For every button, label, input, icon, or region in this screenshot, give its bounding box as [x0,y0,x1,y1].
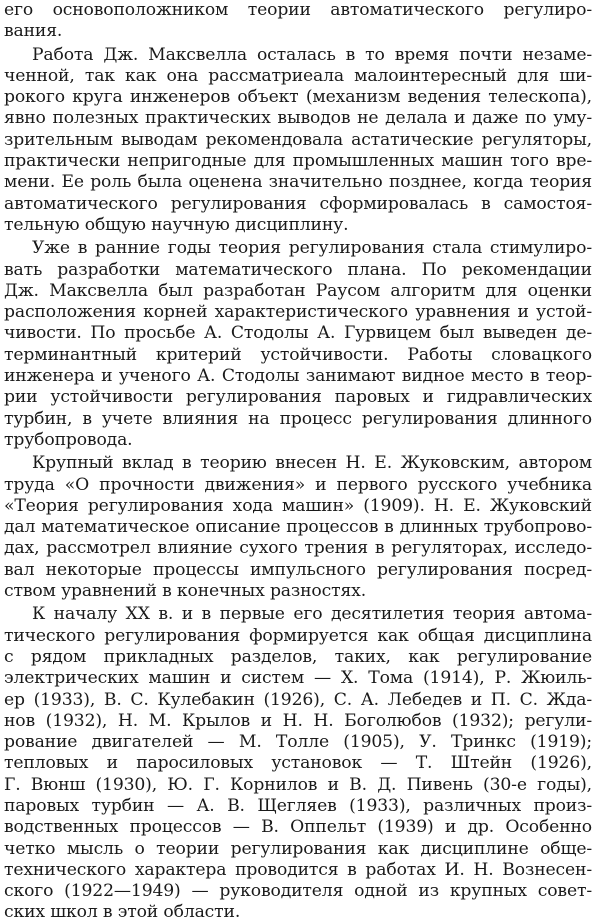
text-line: трубопровода. [4,429,133,450]
text-line: зрительным выводам рекомендовала астатические регуляторы, [4,129,592,150]
text-line: водственных процессов — В. Оппельт (1939) и др. Особенно [4,817,592,838]
text-line: Уже в ранние годы теория регулирования стала стимулиро- [32,238,592,259]
text-line: ством уравнений в конечных разностях. [4,581,367,602]
text-line: тического регулирования формируется как общая дисциплина [4,625,592,646]
text-line: дах, рассмотрел влияние сухого трения в регуляторах, исследо- [4,538,592,559]
text-line: инженера и ученого А. Стодолы занимают видное место в теор- [4,366,592,387]
text-line: тельную общую научную дисциплину. [4,214,349,235]
text-line: рование двигателей — М. Толле (1905), У. Тринкс (1919); [4,732,592,753]
text-line: мени. Ее роль была оценена значительно позднее, когда теория [4,172,592,193]
text-line: ченной, так как она рассматриеала малоинтересный для ши- [4,65,592,86]
text-line: рокого круга инженеров объект (механизм ведения телескопа), [4,87,592,108]
text-line: паровых турбин — А. В. Щегляев (1933), различных произ- [4,795,592,816]
paragraph-3 [4,238,592,451]
text-line: технического характера проводится в работах И. Н. Вознесен- [4,859,592,880]
paragraph-2 [4,45,592,237]
paragraph-4 [4,453,592,602]
text-line: автоматического регулирования сформировалась в самостоя- [4,193,592,214]
text-line: его основоположником теории автоматического регулиро- [4,0,592,20]
text-line: «Теория регулирования хода машин» (1909). Н. Е. Жуковский [4,495,592,516]
text-line: тепловых и паросиловых установок — Т. Штейн (1926), [4,753,592,774]
document-page [4,0,592,923]
text-line: ского (1922—1949) — руководителя одной из крупных совет- [4,881,592,902]
text-line: расположения корней характеристического уравнения и устой- [4,302,592,323]
text-line: практически непригодные для промышленных машин того вре- [4,151,592,172]
text-line: Дж. Максвелла был разработан Раусом алгоритм для оценки [4,280,592,301]
text-line: чивости. По просьбе А. Стодолы А. Гурвицем был выведен де- [4,323,592,344]
text-line: с рядом прикладных разделов, таких, как регулирование [4,646,592,667]
text-line: рии устойчивости регулирования паровых и гидравлических [4,387,592,408]
paragraph-1 [4,0,592,43]
text-line: К началу XX в. и в первые его десятилетия теория автома- [32,604,592,625]
text-line: явно полезных практических выводов не делала и даже по уму- [4,108,592,129]
text-line: терминантный критерий устойчивости. Работы словацкого [4,344,592,365]
text-line: Работа Дж. Максвелла осталась в то время почти незаме- [32,44,592,65]
text-line: труда «О прочности движения» и первого русского учебника [4,474,592,495]
text-line: турбин, в учете влияния на процесс регулирования длинного [4,408,592,429]
text-line: ских школ в этой области. [4,902,241,923]
text-line: вания. [4,21,63,42]
text-line: вал некоторые процессы импульсного регулирования посред- [4,559,592,580]
text-line: вать разработки математического плана. По рекомендации [4,259,592,280]
text-line: Крупный вклад в теорию внесен Н. Е. Жуковским, автором [32,453,592,474]
text-line: нов (1932), Н. М. Крылов и Н. Н. Боголюбов (1932); регули- [4,710,592,731]
text-line: электрических машин и систем — Х. Тома (1914), Р. Жюиль- [4,668,592,689]
text-line: Г. Вюнш (1930), Ю. Г. Корнилов и В. Д. Пивень (30-е годы), [4,774,592,795]
text-line: четко мысль о теории регулирования как дисциплине обще- [4,838,592,859]
text-line: ер (1933), В. С. Кулебакин (1926), С. А. Лебедев и П. С. Жда- [4,689,592,710]
paragraph-5 [4,604,592,923]
text-line: дал математическое описание процессов в длинных трубопрово- [4,517,592,538]
